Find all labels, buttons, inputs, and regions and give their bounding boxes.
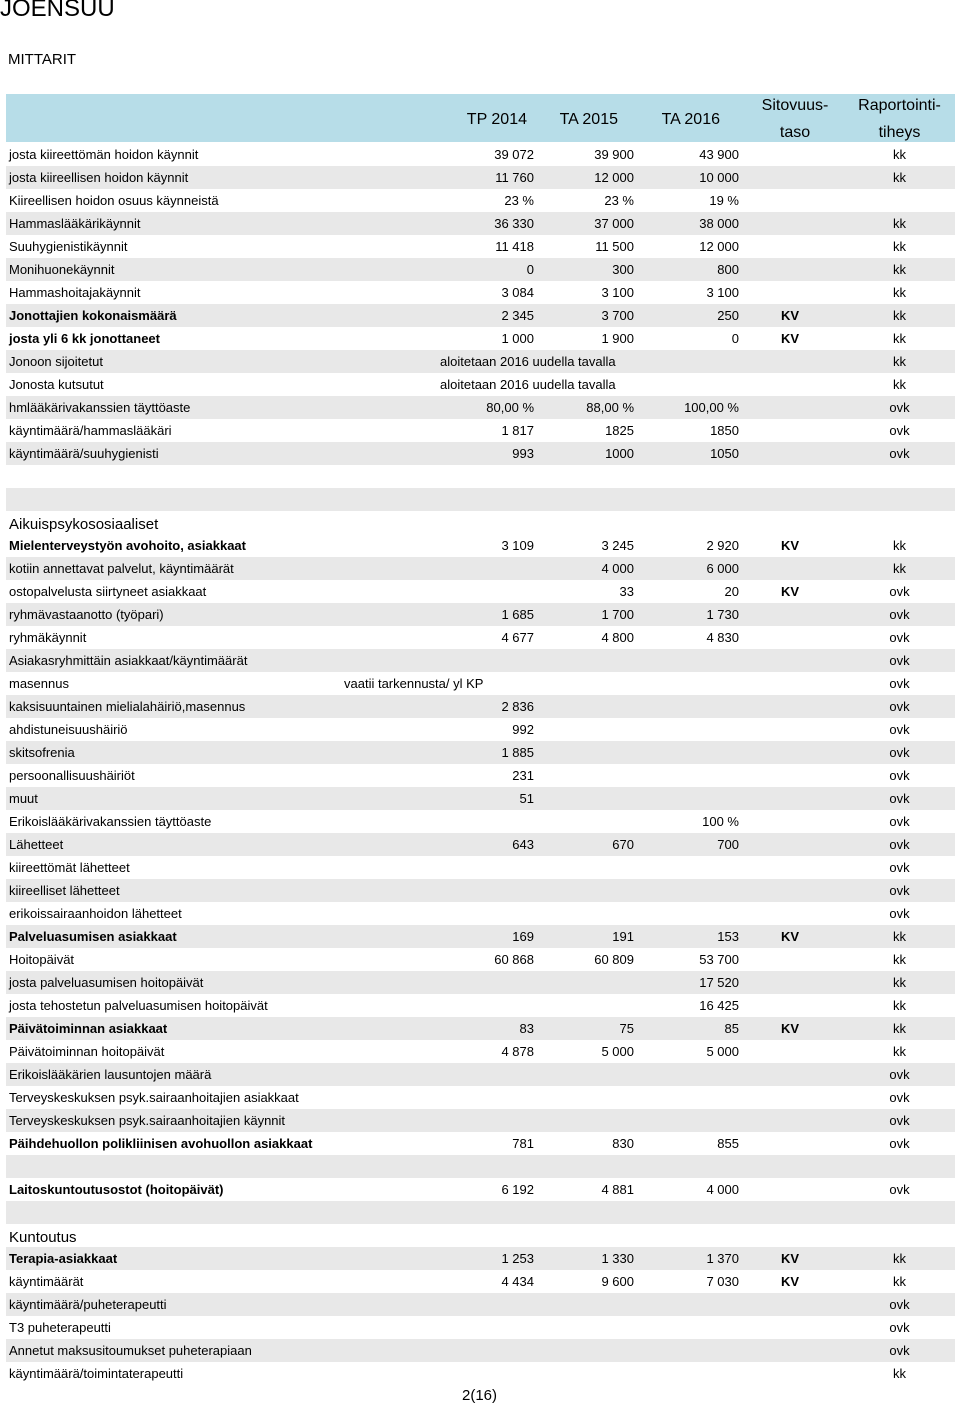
row-label: Lähetteet [9, 837, 64, 852]
row-label: Mielenterveystyön avohoito, asiakkaat [9, 538, 246, 553]
row-label: Asiakasryhmittäin asiakkaat/käyntimäärät [9, 653, 248, 668]
table-row [6, 741, 955, 764]
row-label: muut [9, 791, 38, 806]
row-label: käyntimäärät [9, 1274, 84, 1289]
table-row [6, 350, 955, 373]
table-row [6, 1109, 955, 1132]
table-row [6, 1270, 955, 1293]
cell-ta2016: 855 [717, 1136, 739, 1151]
cell-tp2014: 4 677 [501, 630, 534, 645]
cell-ta2016: 43 900 [699, 147, 739, 162]
cell-ta2015: 12 000 [594, 170, 634, 185]
cell-raportointitiheys: kk [893, 538, 906, 553]
cell-tp2014: 1 885 [501, 745, 534, 760]
table-row [6, 879, 955, 902]
table-row [6, 1339, 955, 1362]
cell-ta2016: 4 000 [706, 1182, 739, 1197]
cell-raportointitiheys: kk [893, 1366, 906, 1381]
row-label: Terveyskeskuksen psyk.sairaanhoitajien käynnit [9, 1113, 286, 1128]
table-row [6, 1316, 955, 1339]
cell-raportointitiheys: ovk [889, 423, 910, 438]
row-note: aloitetaan 2016 uudella tavalla [440, 377, 616, 392]
table-row [6, 235, 955, 258]
cell-tp2014: 80,00 % [486, 400, 534, 415]
cell-tp2014: 1 253 [501, 1251, 534, 1266]
cell-sitovuustaso: KV [781, 1021, 800, 1036]
cell-ta2015: 191 [612, 929, 634, 944]
cell-tp2014: 1 685 [501, 607, 534, 622]
cell-raportointitiheys: ovk [889, 1182, 910, 1197]
cell-ta2015: 670 [612, 837, 634, 852]
row-label: hmlääkärivakanssien täyttöaste [9, 400, 191, 415]
table-row [6, 258, 955, 281]
row-label: käyntimäärä/hammaslääkäri [9, 423, 172, 438]
row-label: ryhmävastaanotto (työpari) [9, 607, 164, 622]
row-label: kiireelliset lähetteet [9, 883, 120, 898]
row-label: josta kiireettömän hoidon käynnit [9, 147, 199, 162]
cell-tp2014: 1 817 [501, 423, 534, 438]
row-label: kiireettömät lähetteet [9, 860, 130, 875]
row-label: Terveyskeskuksen psyk.sairaanhoitajien asiakkaat [9, 1090, 299, 1105]
cell-ta2016: 7 030 [706, 1274, 739, 1289]
cell-tp2014: 6 192 [501, 1182, 534, 1197]
cell-raportointitiheys: kk [893, 1274, 906, 1289]
cell-raportointitiheys: ovk [889, 653, 910, 668]
cell-ta2016: 1 370 [706, 1251, 739, 1266]
cell-ta2015: 1825 [605, 423, 634, 438]
table-row [6, 810, 955, 833]
cell-tp2014: 3 109 [501, 538, 534, 553]
cell-raportointitiheys: ovk [889, 1343, 910, 1358]
cell-raportointitiheys: ovk [889, 860, 910, 875]
row-label: ryhmäkäynnit [9, 630, 87, 645]
cell-tp2014: 4 878 [501, 1044, 534, 1059]
col-header-ta2016: TA 2016 [661, 111, 720, 128]
cell-ta2015: 830 [612, 1136, 634, 1151]
cell-ta2015: 33 [619, 584, 634, 599]
section-heading-row [6, 511, 955, 534]
cell-raportointitiheys: kk [893, 975, 906, 990]
cell-tp2014: 11 418 [495, 239, 534, 254]
cell-raportointitiheys: kk [893, 285, 906, 300]
cell-ta2016: 153 [717, 929, 739, 944]
cell-raportointitiheys: ovk [889, 722, 910, 737]
cell-raportointitiheys: ovk [889, 1320, 910, 1335]
table-row [6, 718, 955, 741]
cell-tp2014: 60 868 [494, 952, 534, 967]
cell-ta2015: 1000 [605, 446, 634, 461]
cell-tp2014: 39 072 [494, 147, 534, 162]
cell-ta2016: 38 000 [699, 216, 739, 231]
cell-ta2015: 37 000 [594, 216, 634, 231]
cell-raportointitiheys: ovk [889, 446, 910, 461]
cell-ta2016: 800 [717, 262, 739, 277]
table-row [6, 1293, 955, 1316]
cell-ta2016: 16 425 [699, 998, 739, 1013]
row-label: Jonosta kutsutut [9, 377, 104, 392]
row-label: Hoitopäivät [9, 952, 75, 967]
row-label: ahdistuneisuushäiriö [9, 722, 128, 737]
row-label: Erikoislääkärien lausuntojen määrä [9, 1067, 212, 1082]
spacer-row [6, 1155, 955, 1178]
cell-tp2014: 4 434 [501, 1274, 534, 1289]
cell-ta2015: 1 330 [601, 1251, 634, 1266]
row-label: Monihuonekäynnit [9, 262, 115, 277]
cell-raportointitiheys: ovk [889, 883, 910, 898]
cell-tp2014: 2 836 [501, 699, 534, 714]
cell-raportointitiheys: kk [893, 354, 906, 369]
row-label: Hammashoitajakäynnit [9, 285, 141, 300]
cell-raportointitiheys: kk [893, 308, 906, 323]
table-row [6, 534, 955, 557]
row-label: käyntimäärä/toimintaterapeutti [9, 1366, 184, 1381]
col-header-tp2014: TP 2014 [466, 111, 527, 128]
cell-raportointitiheys: ovk [889, 837, 910, 852]
metrics-table-body [6, 143, 955, 1385]
cell-raportointitiheys: ovk [889, 400, 910, 415]
spacer-row [6, 488, 955, 511]
row-label: kaksisuuntainen mielialahäiriö,masennus [9, 699, 246, 714]
cell-tp2014: 231 [512, 768, 534, 783]
cell-ta2015: 4 000 [601, 561, 634, 576]
table-row [6, 419, 955, 442]
cell-raportointitiheys: kk [893, 170, 906, 185]
col-header-raportointi-line2: tiheys [878, 124, 921, 141]
row-label: masennus [9, 676, 69, 691]
row-label: Erikoislääkärivakanssien täyttöaste [9, 814, 212, 829]
cell-raportointitiheys: kk [893, 239, 906, 254]
cell-tp2014: 2 345 [501, 308, 534, 323]
cell-ta2016: 0 [731, 331, 739, 346]
table-row [6, 1063, 955, 1086]
cell-ta2016: 53 700 [699, 952, 739, 967]
row-label: josta yli 6 kk jonottaneet [9, 331, 160, 346]
cell-raportointitiheys: kk [893, 1044, 906, 1059]
table-row [6, 1178, 955, 1201]
cell-raportointitiheys: ovk [889, 1113, 910, 1128]
cell-ta2016: 5 000 [706, 1044, 739, 1059]
cell-raportointitiheys: ovk [889, 584, 910, 599]
cell-ta2016: 1 730 [706, 607, 739, 622]
cell-ta2016: 2 920 [706, 538, 739, 553]
cell-raportointitiheys: ovk [889, 814, 910, 829]
cell-ta2016: 12 000 [699, 239, 739, 254]
cell-tp2014: 993 [512, 446, 534, 461]
row-label: Kiireellisen hoidon osuus käynneistä [9, 193, 219, 208]
cell-ta2015: 3 100 [601, 285, 634, 300]
section-heading-row [6, 1224, 955, 1247]
row-label: T3 puheterapeutti [9, 1320, 111, 1335]
table-row [6, 948, 955, 971]
cell-raportointitiheys: kk [893, 331, 906, 346]
cell-ta2016: 100,00 % [684, 400, 739, 415]
cell-ta2015: 1 700 [601, 607, 634, 622]
row-label: kotiin annettavat palvelut, käyntimäärät [9, 561, 234, 576]
section-heading: Aikuispsykososiaaliset [9, 516, 159, 533]
page-number: 2(16) [462, 1387, 498, 1404]
cell-sitovuustaso: KV [781, 1251, 800, 1266]
table-row [6, 166, 955, 189]
table-row [6, 1247, 955, 1270]
table-row [6, 626, 955, 649]
cell-tp2014: 169 [512, 929, 534, 944]
document-title: JOENSUU [0, 0, 115, 22]
cell-ta2016: 17 520 [699, 975, 739, 990]
cell-raportointitiheys: ovk [889, 745, 910, 760]
cell-ta2016: 1850 [710, 423, 739, 438]
cell-sitovuustaso: KV [781, 308, 800, 323]
cell-ta2016: 4 830 [706, 630, 739, 645]
cell-ta2016: 100 % [702, 814, 739, 829]
cell-sitovuustaso: KV [781, 331, 800, 346]
table-row [6, 1017, 955, 1040]
cell-raportointitiheys: ovk [889, 1067, 910, 1082]
table-row [6, 856, 955, 879]
cell-ta2015: 9 600 [601, 1274, 634, 1289]
cell-sitovuustaso: KV [781, 538, 800, 553]
cell-ta2016: 19 % [709, 193, 739, 208]
cell-ta2016: 85 [724, 1021, 739, 1036]
cell-sitovuustaso: KV [781, 584, 800, 599]
cell-ta2015: 39 900 [594, 147, 634, 162]
col-header-sitovuus-line2: taso [779, 124, 811, 141]
cell-raportointitiheys: ovk [889, 1136, 910, 1151]
cell-raportointitiheys: ovk [889, 791, 910, 806]
row-label: Päihdehuollon polikliinisen avohuollon asiakkaat [9, 1136, 313, 1151]
row-label: erikoissairaanhoidon lähetteet [9, 906, 182, 921]
cell-ta2016: 250 [717, 308, 739, 323]
table-header [6, 94, 955, 142]
row-label: ostopalvelusta siirtyneet asiakkaat [9, 584, 207, 599]
cell-ta2015: 23 % [604, 193, 634, 208]
table-row [6, 1040, 955, 1063]
row-label: skitsofrenia [9, 745, 75, 760]
cell-ta2015: 3 700 [601, 308, 634, 323]
cell-ta2015: 11 500 [595, 239, 634, 254]
row-label: Palveluasumisen asiakkaat [9, 929, 177, 944]
table-row [6, 649, 955, 672]
cell-tp2014: 83 [519, 1021, 534, 1036]
table-row [6, 695, 955, 718]
cell-ta2016: 10 000 [699, 170, 739, 185]
row-label: josta tehostetun palveluasumisen hoitopäivät [9, 998, 268, 1013]
cell-tp2014: 36 330 [494, 216, 534, 231]
table-row [6, 971, 955, 994]
table-row [6, 212, 955, 235]
cell-raportointitiheys: kk [893, 561, 906, 576]
cell-tp2014: 51 [519, 791, 534, 806]
row-label: Päivätoiminnan hoitopäivät [9, 1044, 165, 1059]
row-note: aloitetaan 2016 uudella tavalla [440, 354, 616, 369]
row-label: käyntimäärä/puheterapeutti [9, 1297, 167, 1312]
cell-tp2014: 992 [512, 722, 534, 737]
row-label: persoonallisuushäiriöt [9, 768, 135, 783]
table-row [6, 304, 955, 327]
row-label: josta kiireellisen hoidon käynnit [9, 170, 189, 185]
section-title: MITTARIT [8, 51, 77, 68]
cell-raportointitiheys: kk [893, 929, 906, 944]
cell-ta2015: 300 [612, 262, 634, 277]
table-row [6, 189, 955, 212]
row-label: josta palveluasumisen hoitopäivät [9, 975, 204, 990]
cell-tp2014: 643 [512, 837, 534, 852]
cell-sitovuustaso: KV [781, 1274, 800, 1289]
table-row [6, 281, 955, 304]
cell-ta2016: 3 100 [706, 285, 739, 300]
cell-raportointitiheys: kk [893, 998, 906, 1013]
cell-raportointitiheys: kk [893, 1021, 906, 1036]
cell-raportointitiheys: kk [893, 1251, 906, 1266]
cell-ta2015: 88,00 % [586, 400, 634, 415]
table-row [6, 994, 955, 1017]
table-row [6, 1362, 955, 1385]
cell-tp2014: 23 % [504, 193, 534, 208]
row-label: Laitoskuntoutusostot (hoitopäivät) [9, 1182, 224, 1197]
spacer-row [6, 1201, 955, 1224]
cell-tp2014: 781 [512, 1136, 534, 1151]
row-note: vaatii tarkennusta/ yl KP [344, 676, 484, 691]
cell-raportointitiheys: ovk [889, 676, 910, 691]
table-row [6, 787, 955, 810]
table-row [6, 925, 955, 948]
cell-tp2014: 1 000 [501, 331, 534, 346]
cell-ta2015: 60 809 [594, 952, 634, 967]
cell-sitovuustaso: KV [781, 929, 800, 944]
cell-ta2015: 3 245 [601, 538, 634, 553]
row-label: Jonottajien kokonaismäärä [9, 308, 177, 323]
cell-ta2016: 1050 [710, 446, 739, 461]
table-row [6, 327, 955, 350]
cell-ta2016: 700 [717, 837, 739, 852]
table-row [6, 143, 955, 166]
table-row [6, 580, 955, 603]
cell-raportointitiheys: ovk [889, 699, 910, 714]
cell-raportointitiheys: kk [893, 216, 906, 231]
cell-raportointitiheys: ovk [889, 768, 910, 783]
col-header-sitovuus-line1: Sitovuus- [761, 97, 829, 114]
cell-tp2014: 0 [526, 262, 534, 277]
cell-ta2015: 75 [619, 1021, 634, 1036]
cell-raportointitiheys: ovk [889, 630, 910, 645]
table-row [6, 764, 955, 787]
row-label: Hammaslääkärikäynnit [9, 216, 141, 231]
table-row [6, 603, 955, 626]
row-label: Jonoon sijoitetut [9, 354, 103, 369]
cell-raportointitiheys: ovk [889, 1297, 910, 1312]
cell-raportointitiheys: ovk [889, 1090, 910, 1105]
col-header-raportointi-line1: Raportointi- [858, 97, 941, 114]
cell-raportointitiheys: ovk [889, 906, 910, 921]
cell-raportointitiheys: kk [893, 262, 906, 277]
table-row [6, 902, 955, 925]
cell-ta2016: 6 000 [706, 561, 739, 576]
cell-ta2016: 20 [724, 584, 739, 599]
cell-ta2015: 5 000 [601, 1044, 634, 1059]
cell-tp2014: 11 760 [495, 170, 534, 185]
row-label: Annetut maksusitoumukset puheterapiaan [9, 1343, 252, 1358]
cell-raportointitiheys: kk [893, 147, 906, 162]
cell-ta2015: 4 800 [601, 630, 634, 645]
row-label: Suuhygienistikäynnit [9, 239, 128, 254]
cell-ta2015: 4 881 [601, 1182, 634, 1197]
cell-raportointitiheys: kk [893, 377, 906, 392]
spacer-row [6, 465, 955, 488]
row-label: Päivätoiminnan asiakkaat [9, 1021, 168, 1036]
cell-raportointitiheys: kk [893, 952, 906, 967]
table-row [6, 396, 955, 419]
row-label: käyntimäärä/suuhygienisti [9, 446, 159, 461]
table-row [6, 672, 955, 695]
cell-raportointitiheys: ovk [889, 607, 910, 622]
col-header-ta2015: TA 2015 [559, 111, 618, 128]
table-row [6, 1132, 955, 1155]
row-label: Terapia-asiakkaat [9, 1251, 118, 1266]
cell-ta2015: 1 900 [601, 331, 634, 346]
cell-tp2014: 3 084 [501, 285, 534, 300]
table-row [6, 373, 955, 396]
table-row [6, 833, 955, 856]
table-row [6, 442, 955, 465]
table-row [6, 557, 955, 580]
section-heading: Kuntoutus [9, 1229, 77, 1246]
table-row [6, 1086, 955, 1109]
